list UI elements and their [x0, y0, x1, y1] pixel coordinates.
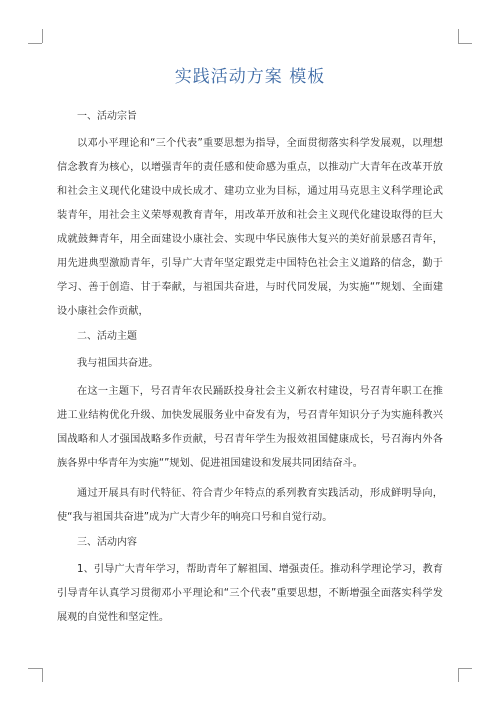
crop-mark-top-right-h	[458, 43, 472, 44]
section-heading-purpose: 一、活动宗旨	[77, 111, 137, 122]
document-title: 实践活动方案 模板	[174, 67, 326, 87]
paragraph-theme-detail: 在这一主题下，号召青年农民踊跃投身社会主义新农村建设，号召青年职工在推进工业结构优化升级、加快发展服务业中奋发有为，号召青年知识分子为实施科教兴国战略和人才强国战略多作贡献，号召青年学生为报效祖国健康成长，号召海内外各族各界中华青年为实施“”规划、促进祖国建设和发展共同团结奋斗。	[57, 386, 443, 469]
paragraph-theme-goal: 通过开展具有时代特征、符合青少年特点的系列教育实践活动，形成鲜明导向，使“我与祖国共奋进”成为广大青少年的响亮口号和自觉行动。	[57, 488, 443, 523]
crop-mark-bottom-right-h	[458, 668, 472, 669]
crop-mark-top-right-v	[458, 29, 459, 43]
paragraph-theme-slogan: 我与祖国共奋进。	[77, 358, 159, 369]
section-heading-theme: 二、活动主题	[77, 331, 137, 342]
section-heading-content: 三、活动内容	[77, 537, 137, 548]
crop-mark-bottom-right-v	[458, 668, 459, 682]
paragraph-content-1: 1、引导广大青年学习，帮助青年了解祖国、增强责任。推动科学理论学习，教育引导青年认真学习贯彻邓小平理论和“三个代表”重要思想，不断增强全面落实科学发展观的自觉性和坚定性。	[57, 564, 443, 623]
crop-mark-bottom-left-h	[28, 668, 42, 669]
crop-mark-top-left-v	[42, 29, 43, 43]
paragraph-purpose: 以邓小平理论和“三个代表”重要思想为指导，全面贯彻落实科学发展观，以理想信念教育为核心，以增强青年的责任感和使命感为重点，以推动广大青年在改革开放和社会主义现代化建设中成长成才、建功立业为目标，通过用马克思主义科学理论武装青年，用社会主义荣辱观教育青年，用改革开放和社会主义现代化建设取得的巨大成就鼓舞青年，用全面建设小康社会、实现中华民族伟大复兴的美好前景感召青年，用先进典型激励青年，引导广大青年坚定跟党走中国特色社会主义道路的信念，勤于学习、善于创造、甘于奉献，与祖国共奋进，与时代同发展，为实施“”规划、全面建设小康社会作贡献，	[57, 138, 443, 317]
crop-mark-top-left-h	[28, 43, 42, 44]
crop-mark-bottom-left-v	[42, 668, 43, 682]
document-body	[57, 110, 443, 636]
